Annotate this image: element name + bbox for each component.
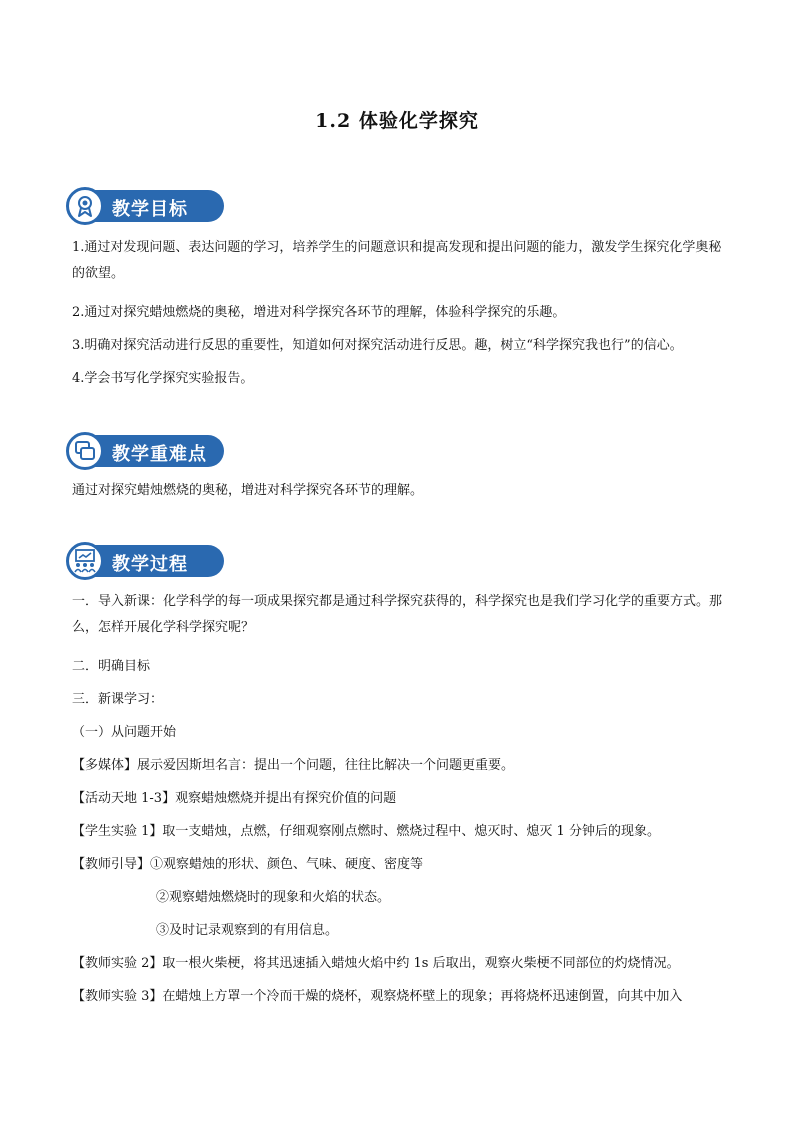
- process-line-1: 一．导入新课：化学科学的每一项成果探究都是通过科学探究获得的，科学探究也是我们学习化学的重要方式。那么，怎样开展化学科学探究呢？: [72, 594, 723, 635]
- process-line-4: （一）从问题开始: [72, 725, 177, 740]
- goal-item-1: 1.通过对发现问题、表达问题的学习，培养学生的问题意识和提高发现和提出问题的能力，激发学生探究化学奥秘的欲望。: [72, 240, 722, 281]
- section-banner-key-points: [66, 432, 226, 470]
- process-line-11: 【教师实验 2】取一根火柴梗，将其迅速插入蜡烛火焰中约 1s 后取出，观察火柴梗不同部位的灼烧情况。: [72, 956, 680, 971]
- section-heading-goals: 教学目标: [112, 199, 188, 220]
- goal-item-3: 3.明确对探究活动进行反思的重要性，知道如何对探究活动进行反思。趣，树立“科学探究我也行”的信心。: [72, 338, 683, 353]
- goal-item-4: 4.学会书写化学探究实验报告。: [72, 371, 254, 386]
- goal-item-2: 2.通过对探究蜡烛燃烧的奥秘，增进对科学探究各环节的理解，体验科学探究的乐趣。: [72, 305, 566, 320]
- process-line-7: 【学生实验 1】取一支蜡烛，点燃，仔细观察刚点燃时、燃烧过程中、熄灭时、熄灭 1 分钟后的现象。: [72, 824, 660, 839]
- process-line-2: 二．明确目标: [72, 659, 151, 674]
- process-line-12: 【教师实验 3】在蜡烛上方罩一个冷而干燥的烧杯，观察烧杯壁上的现象；再将烧杯迅速倒置，向其中加入: [72, 989, 683, 1004]
- section-heading-key-points: 教学重难点: [112, 444, 207, 465]
- process-line-10: ③及时记录观察到的有用信息。: [156, 923, 339, 938]
- section-banner-goals: [66, 187, 226, 225]
- award-ribbon-icon: [66, 187, 104, 225]
- section-heading-process: 教学过程: [112, 554, 188, 575]
- section-banner-process: [66, 542, 226, 580]
- process-line-8: 【教师引导】①观察蜡烛的形状、颜色、气味、硬度、密度等: [72, 857, 424, 872]
- process-line-6: 【活动天地 1-3】观察蜡烛燃烧并提出有探究价值的问题: [72, 791, 397, 806]
- process-line-3: 三．新课学习：: [72, 692, 164, 707]
- process-line-9: ②观察蜡烛燃烧时的现象和火焰的状态。: [156, 890, 391, 905]
- process-line-5: 【多媒体】展示爱因斯坦名言：提出一个问题，往往比解决一个问题更重要。: [72, 758, 515, 773]
- key-points-text: 通过对探究蜡烛燃烧的奥秘，增进对科学探究各环节的理解。: [72, 483, 424, 498]
- presentation-group-icon: [66, 542, 104, 580]
- stacked-cards-icon: [66, 432, 104, 470]
- page-title: 1.2 体验化学探究: [315, 110, 479, 132]
